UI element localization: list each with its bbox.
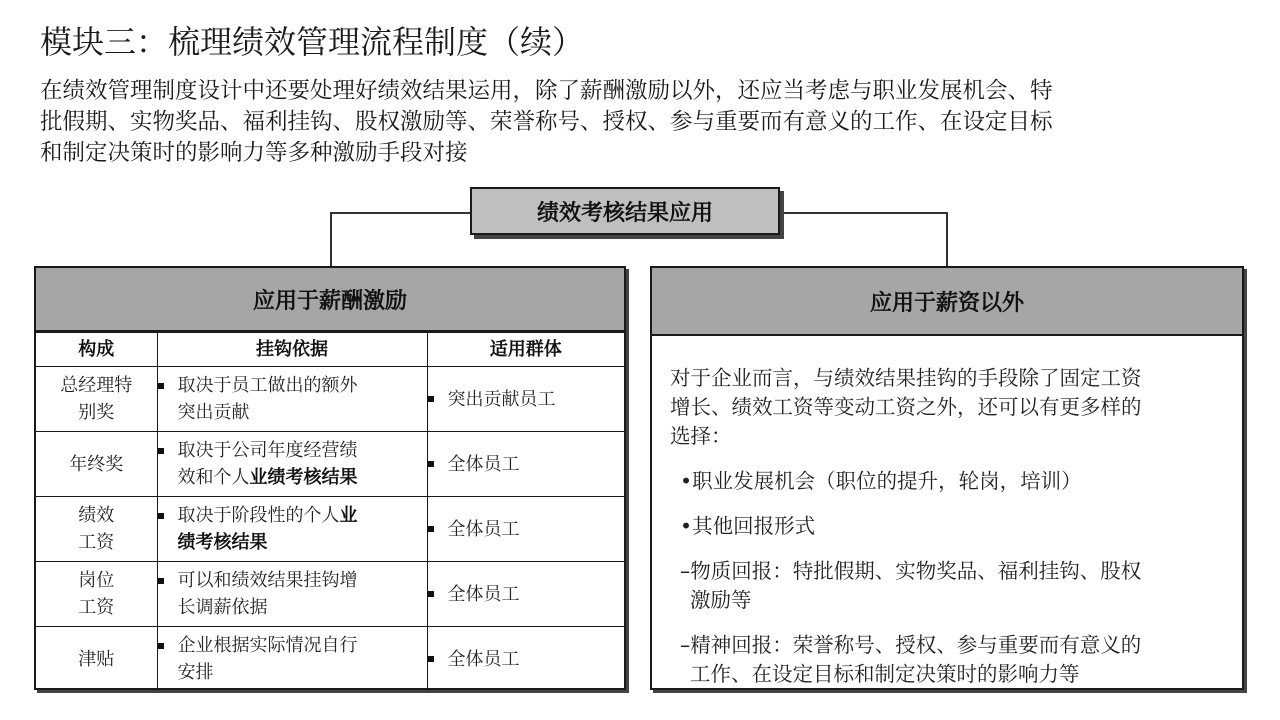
table-row <box>36 367 624 432</box>
result-application-box: 绩效考核结果应用 <box>470 187 780 235</box>
component-cell <box>36 562 157 627</box>
basis-text: 企业根据实际情况自行 <box>177 635 358 656</box>
component-name: 工资 <box>78 597 115 618</box>
page-title: 模块三：梳理绩效管理流程制度（续） <box>40 23 585 61</box>
intro-paragraph <box>40 76 1250 169</box>
bullet-square-icon <box>158 448 164 454</box>
basis-emphasis: 绩考核结果 <box>177 532 268 553</box>
spiritual-reward-line: –精神回报：荣誉称号、授权、参与重要而有意义的 <box>680 633 1142 657</box>
intro-line: 批假期、实物奖品、福利挂钩、股权激励等、荣誉称号、授权、参与重要而有意义的工作、在设定目标 <box>40 109 1053 135</box>
bullet-square-icon <box>158 513 164 519</box>
body-line: 增长、绩效工资等变动工资之外，还可以有更多样的 <box>670 395 1142 419</box>
group-text: 全体员工 <box>447 583 520 605</box>
connector-left-horizontal <box>330 212 470 214</box>
component-cell <box>36 497 157 562</box>
salary-incentive-heading: 应用于薪酬激励 <box>36 268 624 332</box>
material-reward-line: –物质回报：特批假期、实物奖品、福利挂钩、股权 <box>680 559 1142 583</box>
column-header: 适用群体 <box>427 333 624 367</box>
basis-text: 取决于员工做出的额外 <box>177 375 358 396</box>
group-cell <box>427 562 624 627</box>
bullet-career: •职业发展机会（职位的提升，轮岗，培训） <box>680 469 1082 493</box>
connector-right-vertical <box>946 212 948 266</box>
basis-cell <box>157 627 427 692</box>
table-row <box>36 627 624 692</box>
bullet-square-icon <box>158 383 164 389</box>
component-cell <box>36 627 157 692</box>
group-cell <box>427 432 624 497</box>
group-text: 突出贡献员工 <box>447 388 556 410</box>
bullet-square-icon <box>428 591 434 597</box>
bullet-square-icon <box>158 643 164 649</box>
body-line: 选择： <box>670 424 732 448</box>
group-text: 全体员工 <box>447 453 520 475</box>
group-cell <box>427 497 624 562</box>
bullet-square-icon <box>158 578 164 584</box>
non-salary-panel <box>650 266 1244 690</box>
column-header: 挂钩依据 <box>157 333 427 367</box>
connector-right-horizontal <box>780 212 948 214</box>
basis-emphasis: 业 <box>339 505 358 526</box>
component-name: 别奖 <box>78 402 115 423</box>
bullet-square-icon <box>428 396 434 402</box>
table-row <box>36 497 624 562</box>
group-text: 全体员工 <box>447 518 520 540</box>
component-cell <box>36 367 157 432</box>
column-header: 构成 <box>36 333 157 367</box>
material-reward-line: 激励等 <box>690 588 752 612</box>
table-header-row <box>36 333 624 367</box>
basis-cell <box>157 432 427 497</box>
component-name: 岗位 <box>78 570 115 591</box>
basis-cell <box>157 497 427 562</box>
salary-incentive-table <box>36 332 624 691</box>
basis-text: 效和个人 <box>177 467 250 488</box>
component-name: 工资 <box>78 532 115 553</box>
non-salary-heading: 应用于薪资以外 <box>652 268 1242 336</box>
component-cell <box>36 432 157 497</box>
basis-text: 突出贡献 <box>177 402 250 423</box>
component-name: 津贴 <box>78 648 115 670</box>
basis-cell <box>157 562 427 627</box>
basis-text: 取决于公司年度经营绩 <box>177 440 358 461</box>
bullet-other-rewards: •其他回报形式 <box>680 514 816 538</box>
bullet-square-icon <box>428 526 434 532</box>
group-cell <box>427 367 624 432</box>
intro-line: 在绩效管理制度设计中还要处理好绩效结果运用，除了薪酬激励以外，还应当考虑与职业发展机会、特 <box>40 78 1053 104</box>
spiritual-reward-line: 工作、在设定目标和制定决策时的影响力等 <box>690 662 1080 686</box>
basis-cell <box>157 367 427 432</box>
body-line: 对于企业而言，与绩效结果挂钩的手段除了固定工资 <box>670 366 1142 390</box>
bullet-square-icon <box>428 656 434 662</box>
component-name: 总经理特 <box>60 375 133 396</box>
group-cell <box>427 627 624 692</box>
basis-text: 可以和绩效结果挂钩增 <box>177 570 358 591</box>
non-salary-body <box>670 364 1230 689</box>
basis-emphasis: 业绩考核结果 <box>249 467 358 488</box>
table-row <box>36 432 624 497</box>
group-text: 全体员工 <box>447 648 520 670</box>
basis-text: 长调薪依据 <box>177 597 268 618</box>
intro-line: 和制定决策时的影响力等多种激励手段对接 <box>40 140 468 166</box>
basis-text: 取决于阶段性的个人 <box>177 505 340 526</box>
salary-incentive-panel <box>34 266 626 690</box>
basis-text: 安排 <box>177 662 214 683</box>
bullet-square-icon <box>428 461 434 467</box>
table-row <box>36 562 624 627</box>
component-name: 绩效 <box>78 505 115 526</box>
connector-left-vertical <box>330 212 332 266</box>
component-name: 年终奖 <box>69 453 124 475</box>
